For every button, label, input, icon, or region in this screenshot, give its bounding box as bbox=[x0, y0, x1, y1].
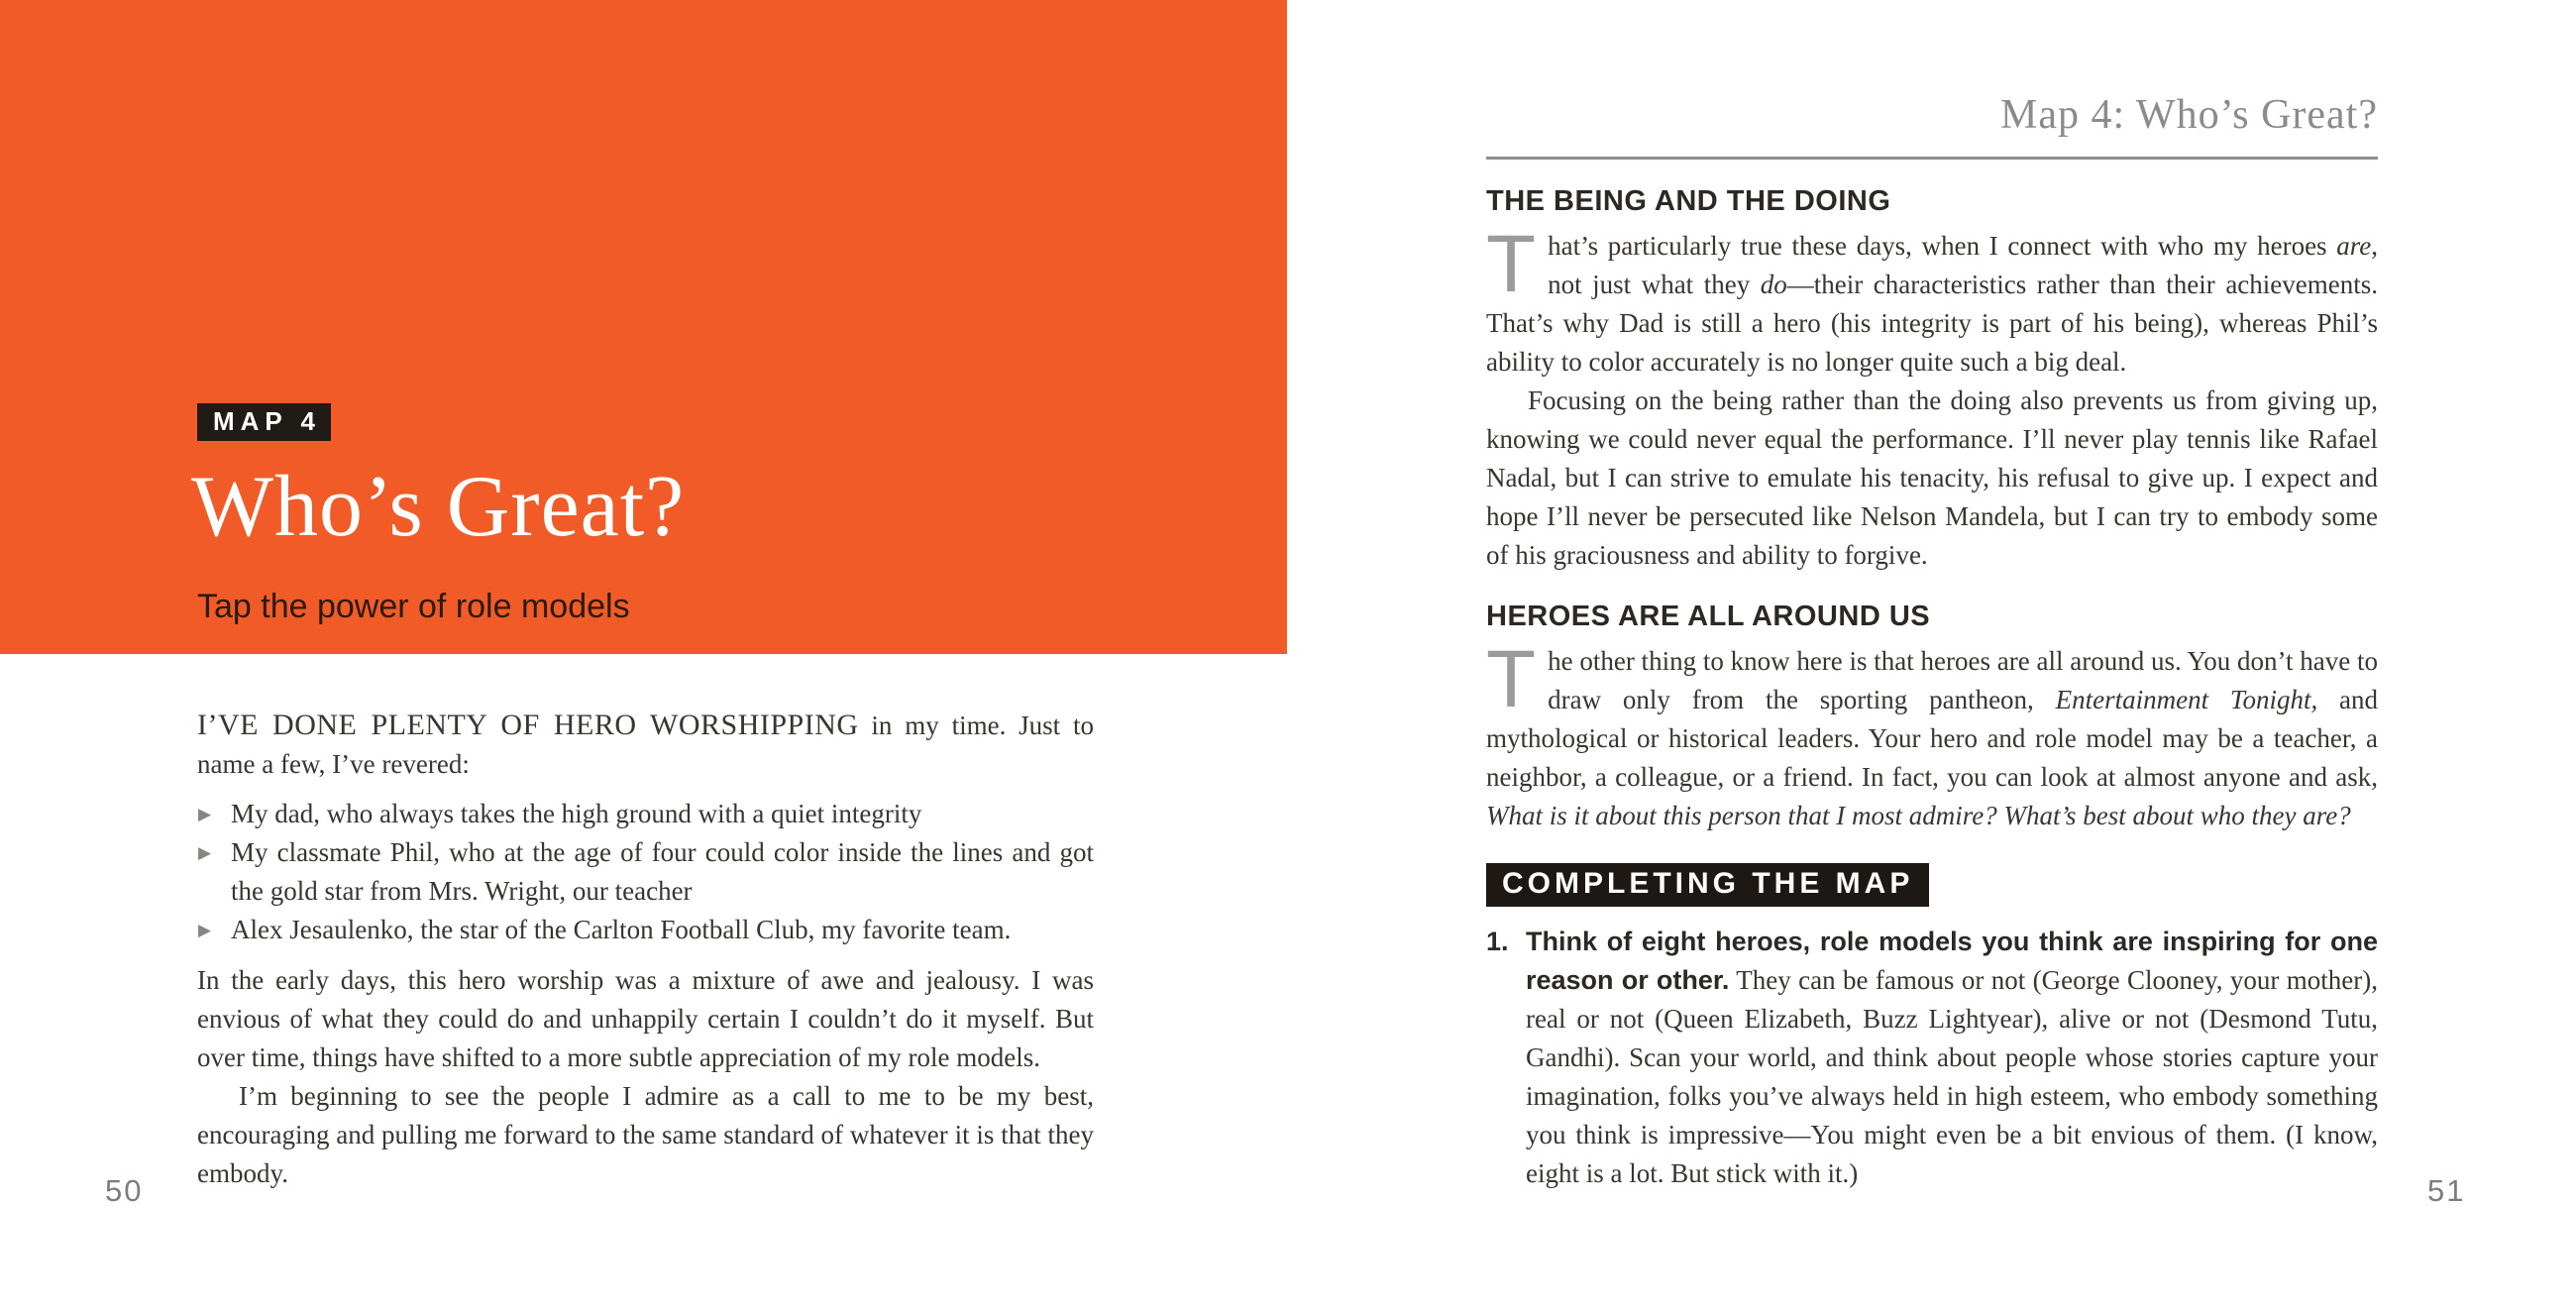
triangle-bullet-icon: ▶ bbox=[198, 921, 212, 940]
running-header: Map 4: Who’s Great? bbox=[2000, 92, 2378, 138]
item-text: Think of eight heroes, role models you think are inspiring for one reason or other. They can be famous or not (George Clooney, your mother), real or not (Queen Elizabeth, Buzz Lightyear), alive or not (Desmond Tutu, Gandhi). Scan your world, and think about people whose stories capture your imagination, folks you’ve always held in high esteem, who embody something you think is impressive—You might even be a bit envious of them. (I know, eight is a lot. But stick with it.) bbox=[1526, 927, 2378, 1188]
hero-list bbox=[197, 795, 1094, 949]
section-heading-being-and-doing: THE BEING AND THE DOING bbox=[1486, 185, 1891, 217]
intro-rest: in my time. Just to name a few, I’ve revered: bbox=[197, 711, 1094, 779]
completing-the-map-banner: COMPLETING THE MAP bbox=[1486, 863, 1929, 907]
paragraph-rich-text: hat’s particularly true these days, when I connect with who my heroes are, not just what they do—their characteristics rather than their achievements. That’s why Dad is still a hero (his integrity is part of his being), whereas Phil’s ability to color accurately is no longer quite such a big deal. bbox=[1486, 231, 2379, 377]
page-number-right: 51 bbox=[2427, 1173, 2466, 1208]
intro-paragraph bbox=[197, 706, 1094, 784]
triangle-bullet-icon: ▶ bbox=[198, 843, 212, 863]
list-item-text: My classmate Phil, who at the age of four could color inside the lines and got the gold star from Mrs. Wright, our teacher bbox=[231, 837, 1094, 906]
triangle-bullet-icon: ▶ bbox=[198, 805, 212, 824]
paragraph-heroes-around-us bbox=[1486, 634, 2378, 835]
left-body-column bbox=[197, 706, 1094, 1193]
paragraph-awe-and-jealousy: In the early days, this hero worship was a mixture of awe and jealousy. I was envious of what they could do and unhappily certain I couldn’t do it myself. But over time, things have shifted to a more subtle appreciation of my role models. bbox=[197, 965, 1094, 1072]
list-item bbox=[197, 833, 1094, 911]
list-item bbox=[197, 911, 1094, 949]
drop-cap-letter: T bbox=[1486, 219, 1537, 309]
page-number-left: 50 bbox=[105, 1173, 144, 1208]
drop-cap-letter: T bbox=[1486, 634, 1537, 724]
header-rule bbox=[1486, 157, 2378, 160]
paragraph-rich-text: he other thing to know here is that heroes are all around us. You don’t have to draw only from the sporting pantheon, Entertainment Tonight, and mythological or historical leaders. Your hero and role model may be a teacher, a neighbor, a colleague, or a friend. In fact, you can look at almost anyone and ask, What is it about this person that I most admire? What’s best about who they are? bbox=[1486, 646, 2378, 830]
chapter-title: Who’s Great? bbox=[191, 459, 686, 555]
paragraph-call-to-my-best: I’m beginning to see the people I admire as a call to me to be my best, encouraging and pulling me forward to the same standard of whatever it is that they embody. bbox=[197, 1081, 1094, 1188]
numbered-item-1 bbox=[1486, 923, 2378, 1193]
right-body-column bbox=[1486, 0, 2378, 1193]
intro-lead-caps: I’VE DONE PLENTY OF HERO WORSHIPPING bbox=[197, 709, 859, 741]
section-heading-heroes-around-us: HEROES ARE ALL AROUND US bbox=[1486, 601, 1931, 632]
item-number: 1. bbox=[1486, 927, 1509, 956]
list-item-text: Alex Jesaulenko, the star of the Carlton Football Club, my favorite team. bbox=[231, 915, 1012, 944]
paragraph-being-doing-1 bbox=[1486, 219, 2379, 382]
map-number-badge: MAP 4 bbox=[197, 403, 331, 441]
chapter-tagline: Tap the power of role models bbox=[197, 588, 630, 625]
list-item-text: My dad, who always takes the high ground with a quiet integrity bbox=[231, 799, 922, 828]
paragraph-being-doing-2: Focusing on the being rather than the doing also prevents us from giving up, knowing we could never equal the performance. I’ll never play tennis like Rafael Nadal, but I can strive to emulate his tenacity, his refusal to give up. I expect and hope I’ll never be persecuted like Nelson Mandela, but I can try to embody some of his graciousness and ability to forgive. bbox=[1486, 385, 2378, 570]
list-item bbox=[197, 795, 1094, 833]
chapter-hero-block bbox=[0, 0, 1287, 654]
